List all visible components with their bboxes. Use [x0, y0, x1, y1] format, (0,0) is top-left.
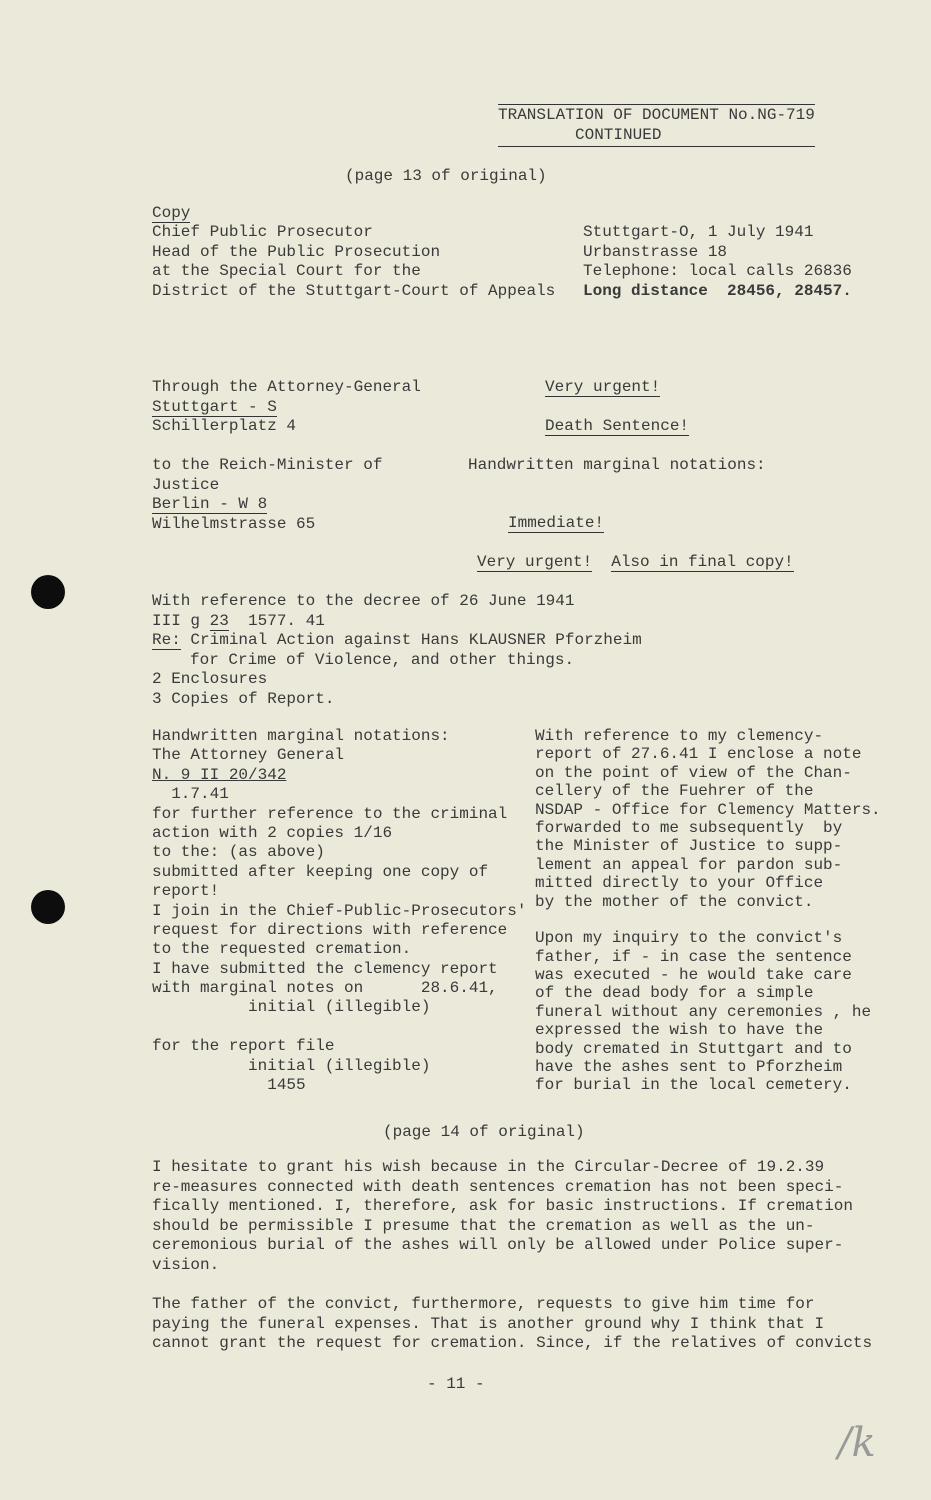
reference-subject: [152, 631, 642, 651]
sender-block: [152, 223, 555, 301]
left-column-line: I join in the Chief-Public-Prosecutors': [152, 901, 527, 920]
recipient-line: to the Reich-Minister of: [152, 456, 383, 474]
left-column-line: with marginal notes on 28.6.41,: [152, 979, 498, 998]
paragraph-line: should be permissible I presume that the cremation as well as the un-: [152, 1216, 815, 1235]
left-column-line: for the report file: [152, 1037, 335, 1056]
through-city: Stuttgart - S: [152, 397, 277, 416]
recipient-city-line: [152, 495, 382, 515]
left-column-line: [152, 1018, 526, 1037]
final-copy-marks: [477, 553, 794, 573]
document-subtitle: CONTINUED: [575, 125, 662, 144]
paragraph-line: cannot grant the request for cremation. Since, if the relatives of convicts: [152, 1334, 873, 1352]
paragraph-line: I hesitate to grant his wish because in the Circular-Decree of 19.2.39: [152, 1158, 825, 1176]
right-column-line: of the dead body for a simple: [535, 984, 814, 1003]
through-street: Schillerplatz 4: [152, 417, 297, 435]
paragraph-2: [152, 1295, 872, 1354]
right-column-line: for burial in the local cemetery.: [535, 1076, 852, 1095]
right-column-line: NSDAP - Office for Clemency Matters.: [535, 800, 881, 819]
immediate-text: Immediate!: [508, 514, 605, 532]
recipient-street: Wilhelmstrasse 65: [152, 514, 316, 533]
very-urgent-2-text: Very urgent!: [477, 553, 593, 571]
through-block: [152, 378, 421, 437]
right-column-line: lement an appeal for pardon sub-: [535, 855, 843, 874]
death-sentence-text: Death Sentence!: [545, 417, 690, 435]
right-column-line: was executed - he would take care: [535, 966, 852, 985]
paragraph-1: [152, 1158, 853, 1275]
paragraph-line: fically mentioned. I, therefore, ask for basic instructions. If cremation: [152, 1197, 853, 1215]
right-column-line: body cremated in Stuttgart and to: [535, 1039, 852, 1058]
sender-line: at the Special Court for the: [152, 262, 421, 280]
re-label: Re:: [152, 631, 181, 649]
page-number: - 11 -: [427, 1375, 485, 1393]
left-column-line: request for directions with reference: [152, 920, 508, 939]
through-line: Through the Attorney-General: [152, 378, 421, 396]
left-column-line: report!: [152, 882, 220, 901]
sender-street: Urbanstrasse 18: [583, 242, 728, 261]
recipient-line: Justice: [152, 475, 220, 494]
urgent-mark: [545, 378, 660, 398]
recipient-block: [152, 456, 382, 534]
right-column-line: the Minister of Justice to supp-: [535, 837, 843, 856]
handwritten-initial-mark: /k: [838, 1420, 876, 1466]
left-column-line: action with 2 copies 1/16: [152, 823, 393, 842]
left-column-line: I have submitted the clemency report: [152, 959, 498, 978]
paragraph-line: ceremonious burial of the ashes will only be allowed under Police super-: [152, 1236, 844, 1254]
sender-phone-local: Telephone: local calls 26836: [583, 262, 852, 280]
right-column-line: expressed the wish to have the: [535, 1021, 824, 1040]
left-column-line: N. 9 II 20/342: [152, 765, 287, 784]
right-column-line: cellery of the Fuehrer of the: [535, 782, 814, 801]
sender-line: Head of the Public Prosecution: [152, 242, 441, 261]
paragraph-line: The father of the convict, furthermore, requests to give him time for: [152, 1295, 815, 1313]
right-column-line: by the mother of the convict.: [535, 892, 814, 911]
paragraph-line: vision.: [152, 1255, 220, 1274]
sender-phone-long: Long distance 28456, 28457.: [583, 281, 852, 300]
immediate-mark: [508, 514, 604, 534]
right-column-line: forwarded to me subsequently by: [535, 818, 843, 837]
copy-label-text: Copy: [152, 204, 191, 222]
page-13-label: (page 13 of original): [345, 167, 547, 185]
left-column-line: 1455: [152, 1076, 306, 1095]
left-column-line: 1.7.41: [152, 785, 229, 804]
enclosures: 2 Enclosures: [152, 670, 268, 688]
punch-hole-top: [31, 575, 65, 609]
death-sentence-mark: [545, 417, 689, 437]
reference-block: [152, 592, 642, 709]
sender-date: Stuttgart-O, 1 July 1941: [583, 223, 814, 241]
reference-number-underlined: 23: [209, 611, 229, 630]
punch-hole-bottom: [31, 890, 65, 924]
marginal-label: Handwritten marginal notations:: [468, 456, 766, 474]
header-rule-top: [498, 104, 815, 105]
right-column-line: have the ashes sent to Pforzheim: [535, 1058, 843, 1077]
reference-subject-cont: for Crime of Violence, and other things.: [190, 650, 575, 669]
document-title: TRANSLATION OF DOCUMENT No.NG-719: [498, 106, 815, 124]
left-column-line: Handwritten marginal notations:: [152, 727, 450, 745]
right-column-line: Upon my inquiry to the convict's: [535, 929, 843, 948]
very-urgent-text: Very urgent!: [545, 378, 661, 396]
re-text: Criminal Action against Hans KLAUSNER Pforzheim: [180, 631, 642, 649]
copy-label: [152, 204, 190, 224]
reference-number-suffix: 1577. 41: [228, 611, 325, 630]
copies-of-report: 3 Copies of Report.: [152, 689, 335, 708]
final-copy-text: Also in final copy!: [611, 553, 794, 571]
right-column-line: [535, 911, 881, 929]
left-column-line: The Attorney General: [152, 746, 345, 765]
left-column-line: to the requested cremation.: [152, 940, 412, 959]
page-14-label: (page 14 of original): [383, 1123, 585, 1141]
right-column-line: funeral without any ceremonies , he: [535, 1002, 872, 1021]
sender-line: Chief Public Prosecutor: [152, 223, 373, 241]
recipient-city: Berlin - W 8: [152, 495, 268, 513]
left-column-line: initial (illegible): [152, 998, 431, 1017]
sender-address-block: [583, 223, 852, 301]
reference-number-prefix: III g: [152, 611, 210, 630]
sender-line: District of the Stuttgart-Court of Appeals: [152, 281, 556, 300]
right-column-line: on the point of view of the Chan-: [535, 763, 852, 782]
right-column-line: report of 27.6.41 I enclose a note: [535, 745, 862, 764]
paragraph-line: paying the funeral expenses. That is another ground why I think that I: [152, 1314, 825, 1333]
right-column-line: With reference to my clemency-: [535, 727, 824, 745]
reference-number: [152, 612, 642, 632]
right-column-line: father, if - in case the sentence: [535, 947, 852, 966]
document-header: [498, 106, 815, 145]
left-column-line: submitted after keeping one copy of: [152, 862, 489, 881]
through-city-line: [152, 398, 421, 418]
left-column-line: initial (illegible): [152, 1056, 431, 1075]
right-column-line: mitted directly to your Office: [535, 874, 824, 893]
right-column: [535, 727, 881, 1095]
paragraph-line: re-measures connected with death sentences cremation has not been speci-: [152, 1177, 844, 1196]
left-column: [152, 727, 526, 1095]
reference-decree: With reference to the decree of 26 June 1941: [152, 592, 575, 610]
header-rule-bottom: [498, 146, 815, 147]
left-column-line: for further reference to the criminal: [152, 804, 508, 823]
left-column-line: to the: (as above): [152, 843, 325, 862]
